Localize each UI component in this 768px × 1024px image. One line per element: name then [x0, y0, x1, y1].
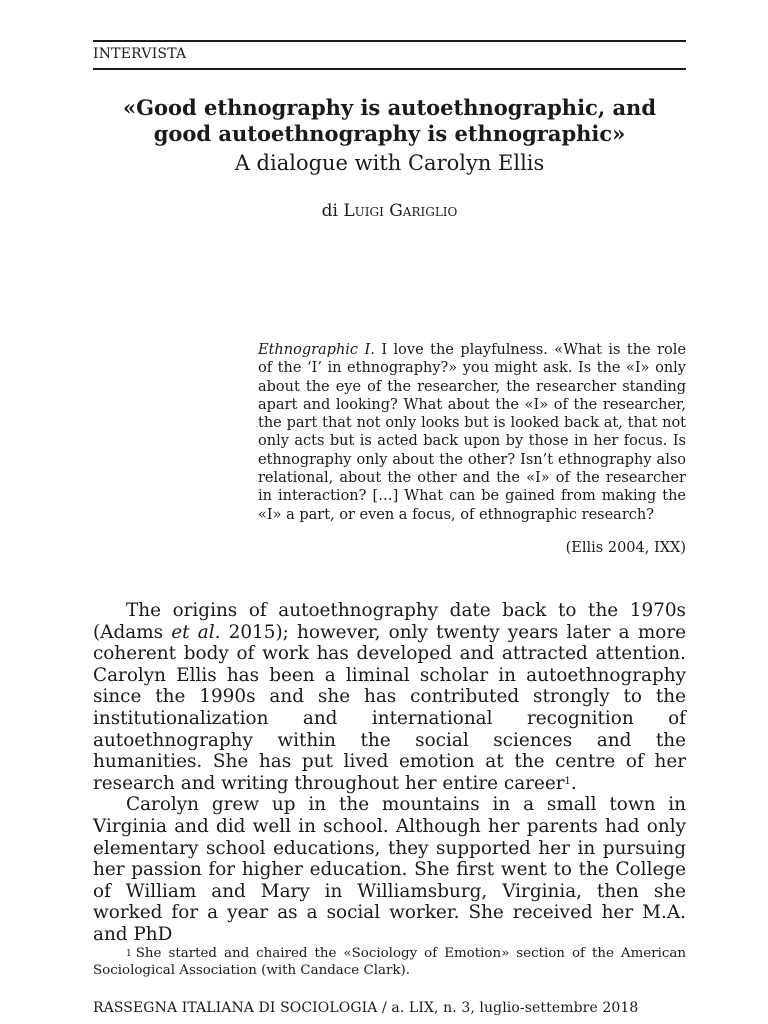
epigraph-label: Ethnographic I.: [258, 342, 375, 358]
footnote-marker: 1: [126, 949, 132, 959]
body-paragraph-1: [93, 600, 686, 794]
article-body: [93, 600, 686, 946]
epigraph: [258, 341, 686, 524]
section-label: INTERVISTA: [93, 46, 187, 62]
footnote-text: She started and chaired the «Sociology of Emotion» section of the American Sociological Association (with Candace Clark).: [93, 946, 686, 978]
header-top-rule: [93, 40, 686, 42]
epigraph-text: I love the playfulness. «What is the role of the ‘I’ in ethnography?» you might ask. Is the «I» only about the eye of the researcher, the researcher standing apart and looking? What about the «I» of the researcher, the part that not only looks but is looked back at, that not only acts but is acted back upon by those in her focus. Is ethnography only about the other? Isn’t ethnography also relational, about the other and the «I» of the researcher in interaction? […] What can be gained from making the «I» a part, or even a focus, of ethnographic research?: [258, 342, 686, 523]
author-prefix: di: [321, 201, 338, 221]
author-name: Luigi Gariglio: [343, 201, 458, 221]
p1-start: The origins of autoethnography date back to the 1970s (Adams: [93, 600, 686, 643]
article-title: «Good ethnography is autoethnographic, and good autoethnography is ethnographic»: [122, 95, 657, 146]
document-page: [93, 0, 686, 1024]
p1-etal: et al.: [171, 621, 221, 643]
epigraph-citation: (Ellis 2004, IXX): [565, 540, 686, 556]
footnote: [93, 946, 686, 979]
article-subtitle: A dialogue with Carolyn Ellis: [234, 151, 545, 175]
header-bottom-rule: [93, 68, 686, 70]
p1-end: .: [570, 772, 577, 794]
p1-rest: 2015); however, only twenty years later a more coherent body of work has developed and attracted attention. Carolyn Ellis has been a liminal scholar in autoethnography since the 1990s and she has contributed strongly to the institutionalization and international recognition of autoethnography within the social sciences and the humanities. She has put lived emotion at the centre of her research and writing throughout her entire career: [93, 621, 687, 794]
journal-footer: RASSEGNA ITALIANA DI SOCIOLOGIA / a. LIX, n. 3, luglio-settembre 2018: [93, 1000, 639, 1016]
footnote-ref: 1: [564, 775, 571, 787]
body-paragraph-2: Carolyn grew up in the mountains in a small town in Virginia and did well in school. Although her parents had only elementary school educations, they supported her in pursuing her passion for higher education. She first went to the College of William and Mary in Williamsburg, Virginia, then she worked for a year as a social worker. She received her M.A. and PhD: [93, 794, 686, 945]
article-author: [93, 201, 686, 221]
